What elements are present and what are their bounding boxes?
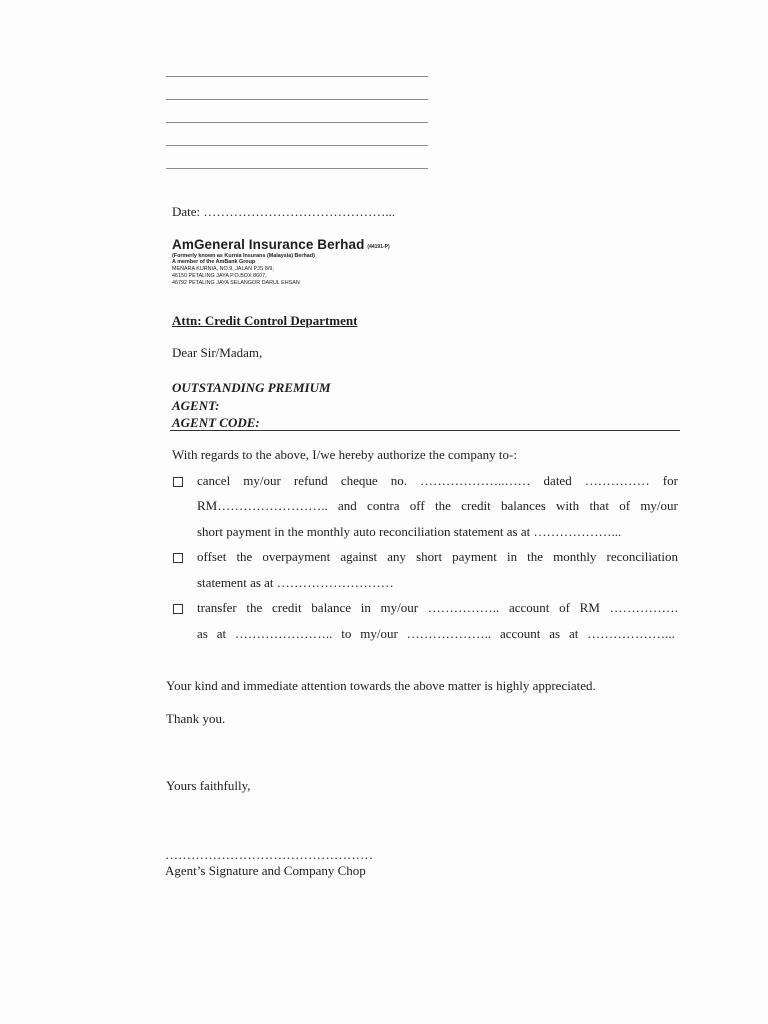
option-word: offset bbox=[197, 549, 227, 564]
option-word: at bbox=[568, 626, 579, 641]
option-transfer-line bbox=[197, 626, 675, 642]
company-member: A member of the AmBank Group bbox=[172, 259, 256, 265]
option-word: the bbox=[246, 600, 263, 615]
option-word: off bbox=[409, 498, 425, 513]
option-word: ………………..…… bbox=[420, 473, 531, 488]
option-cancel-refund-line: short payment in the monthly auto reconciliation statement as at ………………... bbox=[197, 524, 622, 539]
option-word: the bbox=[236, 549, 253, 564]
option-word: ……………….. bbox=[406, 626, 492, 641]
option-word: balances bbox=[501, 498, 546, 513]
option-word: …………… bbox=[584, 473, 650, 488]
cancel-refund-checkbox[interactable] bbox=[173, 477, 183, 487]
option-word: with bbox=[556, 498, 580, 513]
option-word: dated bbox=[543, 473, 572, 488]
option-word: my/our bbox=[380, 600, 419, 615]
option-word: the bbox=[435, 498, 451, 513]
option-word: any bbox=[387, 549, 406, 564]
signature-label: Agent’s Signature and Company Chop bbox=[165, 863, 366, 878]
option-word: in bbox=[360, 600, 371, 615]
subject-premium: OUTSTANDING PREMIUM bbox=[172, 380, 331, 395]
thanks: Thank you. bbox=[166, 711, 226, 726]
option-word: as bbox=[197, 626, 208, 641]
option-word: my/our bbox=[243, 473, 281, 488]
option-word: monthly bbox=[553, 549, 597, 564]
offset-overpayment-checkbox[interactable] bbox=[173, 553, 183, 563]
option-word: balance bbox=[311, 600, 351, 615]
option-cancel-refund-line bbox=[197, 473, 678, 489]
option-word: credit bbox=[461, 498, 491, 513]
option-word: cheque bbox=[340, 473, 378, 488]
option-word: ………………... bbox=[587, 626, 675, 641]
closing-note: Your kind and immediate attention towards the above matter is highly appreciated. bbox=[166, 678, 596, 693]
option-word: RM…………………….. bbox=[197, 498, 328, 513]
subject-agent-code: AGENT CODE: bbox=[172, 415, 260, 430]
option-word: in bbox=[506, 549, 518, 564]
salutation: Dear Sir/Madam, bbox=[172, 345, 263, 360]
option-word: RM bbox=[579, 600, 600, 615]
option-word: the bbox=[527, 549, 544, 564]
option-word: account bbox=[509, 600, 550, 615]
address-line bbox=[166, 168, 428, 169]
option-word: to bbox=[341, 626, 352, 641]
date-line: Date: ……………………………………... bbox=[172, 204, 396, 219]
option-word: that bbox=[589, 498, 609, 513]
option-offset-line bbox=[197, 549, 678, 565]
company-reg-no: (44191-P) bbox=[367, 244, 390, 250]
subject-agent: AGENT: bbox=[172, 398, 220, 413]
company-address-line: 46792 PETALING JAYA SELANGOR DARUL EHSAN bbox=[172, 280, 300, 286]
complimentary-close: Yours faithfully, bbox=[166, 778, 251, 793]
option-word: transfer bbox=[197, 600, 237, 615]
option-word: against bbox=[340, 549, 378, 564]
option-word: reconciliation bbox=[606, 549, 678, 564]
company-name-row bbox=[172, 236, 390, 254]
option-transfer-line bbox=[197, 600, 678, 616]
company-address-line: MENARA KURNIA, NO.9, JALAN PJS 8/9, bbox=[172, 266, 274, 272]
option-word: my/our bbox=[360, 626, 398, 641]
option-word: of bbox=[619, 498, 631, 513]
option-word: for bbox=[662, 473, 678, 488]
option-word: short bbox=[416, 549, 443, 564]
option-word: as bbox=[549, 626, 561, 641]
option-word: ……………. bbox=[609, 600, 678, 615]
address-line bbox=[166, 145, 428, 146]
address-line bbox=[166, 122, 428, 123]
option-word: no. bbox=[390, 473, 407, 488]
authorization-intro: With regards to the above, I/we hereby authorize the company to-: bbox=[172, 447, 517, 462]
option-word: account bbox=[499, 626, 541, 641]
signature-line: ………………………………………… bbox=[165, 847, 373, 862]
address-line bbox=[166, 76, 428, 77]
option-word: overpayment bbox=[262, 549, 331, 564]
option-word: payment bbox=[452, 549, 497, 564]
company-formerly: (Formerly known as Kurnia Insurans (Malaysia) Berhad) bbox=[172, 253, 315, 259]
address-line bbox=[166, 99, 428, 100]
option-word: cancel bbox=[197, 473, 231, 488]
company-name: AmGeneral Insurance Berhad bbox=[172, 237, 365, 252]
option-word: …………….. bbox=[427, 600, 500, 615]
option-word: at bbox=[216, 626, 227, 641]
subject-underline bbox=[170, 430, 680, 431]
option-word: contra bbox=[367, 498, 400, 513]
option-word: and bbox=[338, 498, 357, 513]
option-word: credit bbox=[272, 600, 302, 615]
option-word: of bbox=[559, 600, 570, 615]
option-word: ………………….. bbox=[234, 626, 333, 641]
option-word: my/our bbox=[640, 498, 678, 513]
company-address-line: 46150 PETALING JAYA P.O.BOX 8607, bbox=[172, 273, 267, 279]
option-offset-line: statement as at ……………………… bbox=[197, 575, 394, 590]
option-word: refund bbox=[293, 473, 328, 488]
transfer-credit-checkbox[interactable] bbox=[173, 604, 183, 614]
option-cancel-refund-line bbox=[197, 498, 678, 514]
attention-line: Attn: Credit Control Department bbox=[172, 313, 358, 328]
